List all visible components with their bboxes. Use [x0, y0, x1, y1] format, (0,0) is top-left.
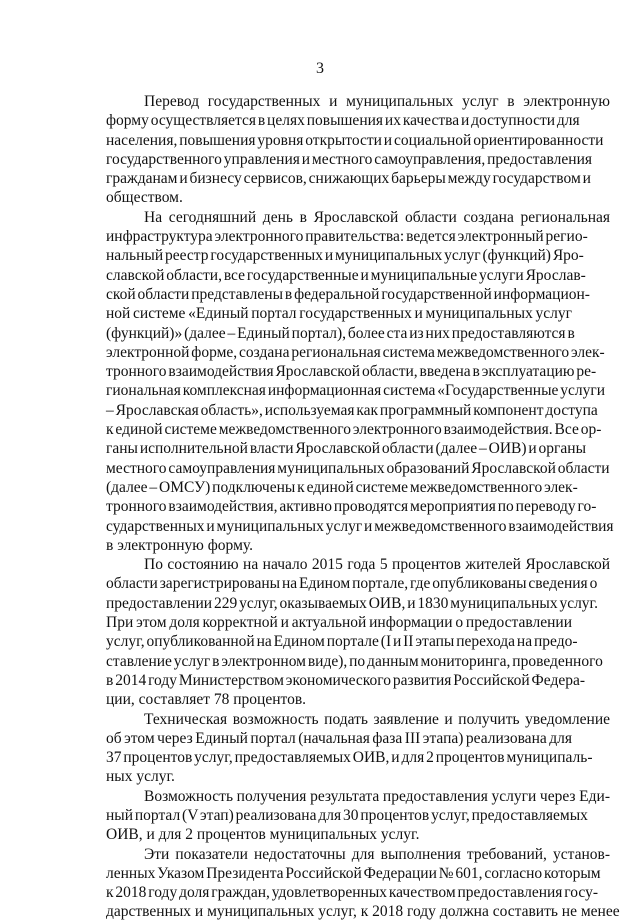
text-line: тронного взаимодействия Ярославской области, введена в эксплуатацию ре-: [106, 363, 597, 381]
text-line: Перевод государственных и муниципальных услуг в электронную: [144, 93, 610, 110]
text-line: форму осуществляется в целях повышения их качества и доступности для: [106, 112, 580, 130]
text-line: электронной форме, создана региональная система межведомственного элек-: [106, 343, 605, 361]
text-line: ской области представлены в федеральной государственной информацион-: [106, 285, 590, 303]
page-number: 3: [316, 60, 324, 77]
text-line: дарственных и муниципальных услуг, к 2018 году должна составить не менее: [106, 903, 620, 921]
paragraph: [106, 208, 614, 555]
body-text: [106, 92, 620, 922]
text-line: ленных Указом Президента Российской Федерации № 601, согласно которым: [106, 864, 601, 882]
text-line: Эти показатели недостаточны для выполнения требований, установ-: [144, 845, 610, 863]
text-line: Возможность получения результата предоставления услуги через Еди-: [144, 787, 610, 805]
text-line: На сегодняшний день в Ярославской области создана региональная: [144, 208, 610, 226]
paragraph: [106, 92, 610, 208]
text-line: (функций)» (далее – Единый портал), более ста из них предоставляются в: [106, 324, 575, 342]
text-line: ных услуг.: [106, 768, 175, 786]
text-line: населения, повышения уровня открытости и социальной ориентированности: [106, 131, 604, 149]
paragraph: [106, 710, 610, 787]
text-line: к единой системе межведомственного электронного взаимодействия. Все ор-: [106, 421, 602, 439]
text-line: гражданам и бизнесу сервисов, снижающих барьеры между государством и: [106, 170, 591, 188]
text-line: ОИВ, и для 2 процентов муниципальных услуг.: [106, 826, 420, 844]
paragraph: [106, 787, 610, 845]
text-line: ганы исполнительной власти Ярославской области (далее – ОИВ) и органы: [106, 440, 586, 458]
text-line: к 2018 году доля граждан, удовлетворенных качеством предоставления госу-: [106, 884, 598, 902]
text-line: – Ярославская область», используемая как программный компонент доступа: [106, 401, 598, 419]
text-line: гиональная комплексная информационная система «Государственные услуги: [106, 382, 606, 400]
text-line: в электронную форму.: [106, 536, 253, 554]
text-line: ной системе «Единый портал государственных и муниципальных услуг: [106, 305, 572, 323]
paragraph: [106, 845, 620, 922]
text-line: государственного управления и местного самоуправления, предоставления: [106, 150, 593, 168]
text-line: области зарегистрированы на Едином портале, где опубликованы сведения о: [106, 575, 598, 593]
paragraph: [106, 555, 610, 709]
text-line: в 2014 году Министерством экономического развития Российской Федера-: [106, 671, 586, 689]
text-line: ции, составляет 78 процентов.: [106, 691, 307, 709]
text-line: нальный реестр государственных и муниципальных услуг (функций) Яро-: [106, 247, 584, 265]
text-line: (далее – ОМСУ) подключены к единой системе межведомственного элек-: [106, 478, 578, 496]
text-line: об этом через Единый портал (начальная фаза III этапа) реализована для: [106, 729, 572, 747]
text-line: инфраструктура электронного правительства: ведется электронный регио-: [106, 228, 588, 246]
text-line: сударственных и муниципальных услуг и межведомственного взаимодействия: [106, 517, 614, 535]
text-line: 37 процентов услуг, предоставляемых ОИВ, и для 2 процентов муниципаль-: [106, 749, 593, 767]
text-line: По состоянию на начало 2015 года 5 процентов жителей Ярославской: [144, 556, 610, 574]
text-line: тронного взаимодействия, активно проводятся мероприятия по переводу го-: [106, 498, 597, 516]
text-line: ный портал (V этап) реализована для 30 процентов услуг, предоставляемых: [106, 806, 588, 824]
text-line: славской области, все государственные и муниципальные услуги Ярослав-: [106, 266, 586, 284]
text-line: ставление услуг в электронном виде), по данным мониторинга, проведенного: [106, 652, 603, 670]
text-line: предоставлении 229 услуг, оказываемых ОИВ, и 1830 муниципальных услуг.: [106, 594, 599, 612]
text-line: обществом.: [106, 189, 183, 207]
text-line: местного самоуправления муниципальных образований Ярославской области: [106, 459, 610, 477]
text-line: При этом доля корректной и актуальной информации о предоставлении: [106, 614, 572, 632]
text-line: услуг, опубликованной на Едином портале (I и II этапы перехода на предо-: [106, 633, 578, 651]
text-line: Техническая возможность подать заявление и получить уведомление: [144, 710, 610, 728]
